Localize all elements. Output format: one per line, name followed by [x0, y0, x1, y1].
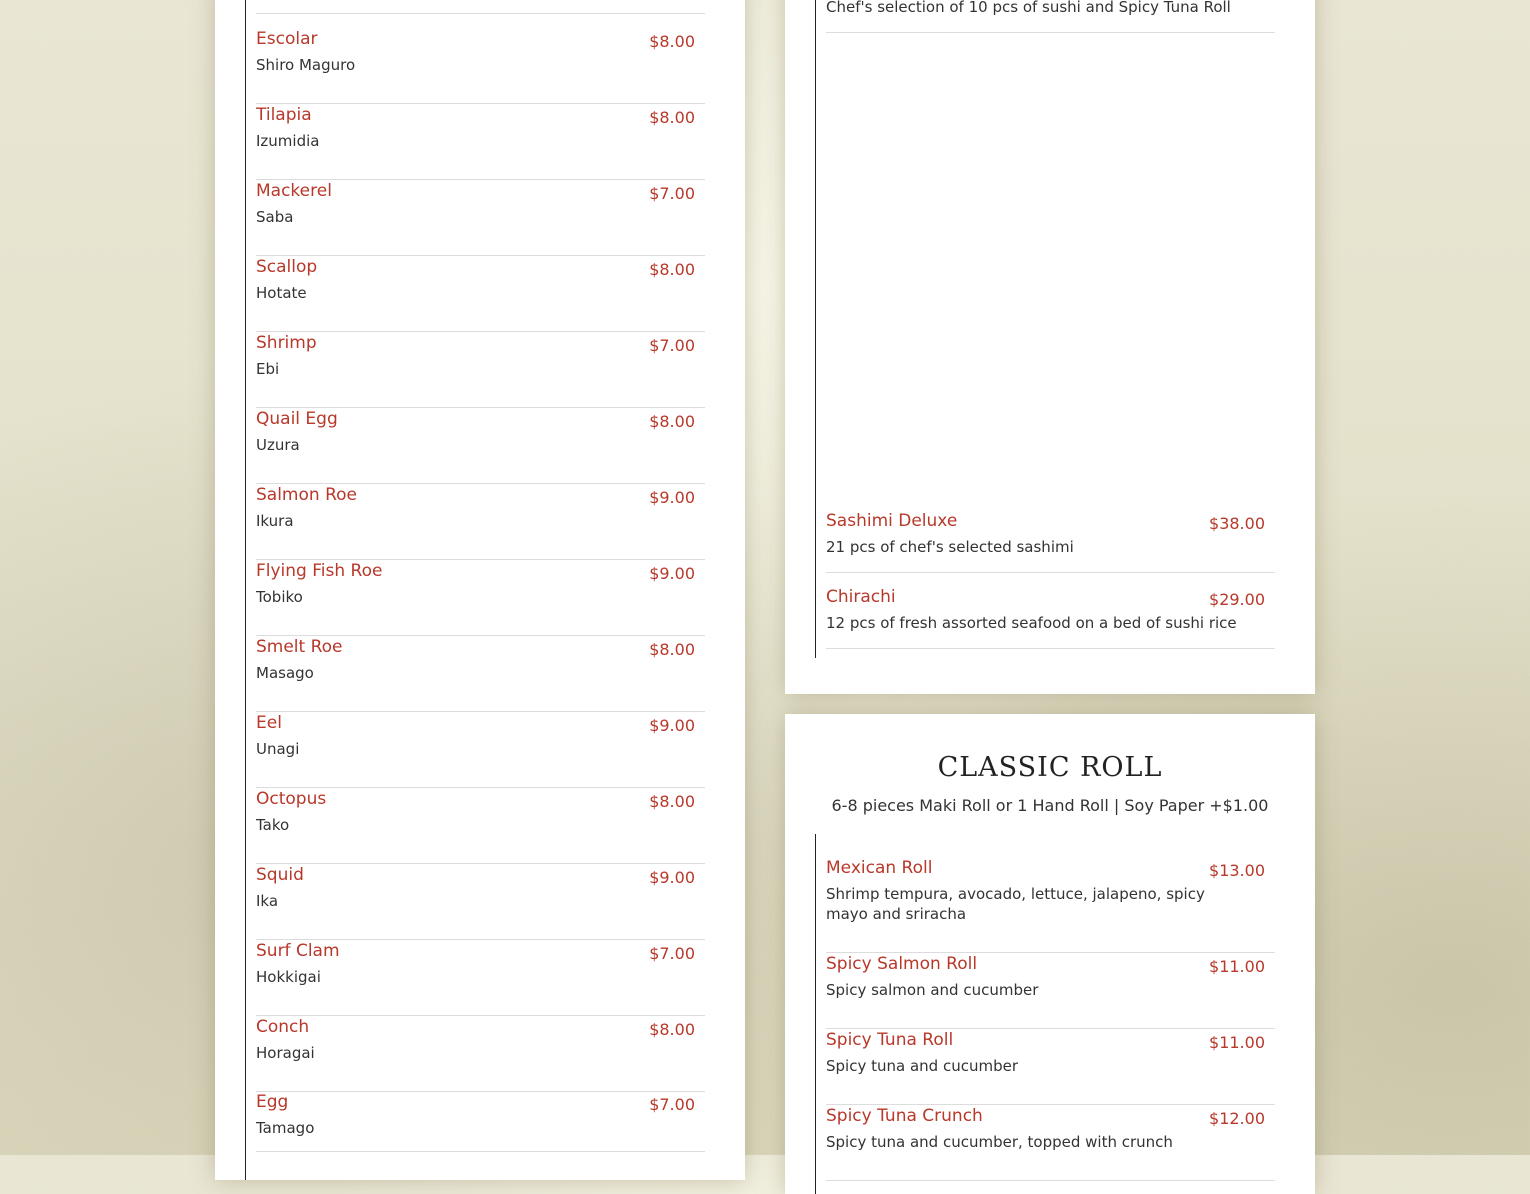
item-name: Sashimi Deluxe	[826, 511, 958, 531]
item-price: $7.00	[649, 944, 695, 963]
item-description: Ika	[256, 892, 279, 910]
item-description: Spicy tuna and cucumber	[826, 1057, 1018, 1075]
item-description: Tako	[256, 816, 290, 834]
item-description: Spicy salmon and cucumber	[826, 981, 1039, 999]
item-name: Eel	[256, 713, 282, 733]
item-price: $8.00	[649, 412, 695, 431]
item-description: Ebi	[256, 360, 280, 378]
item-description: 21 pcs of chef's selected sashimi	[826, 538, 1074, 556]
item-price: $7.00	[649, 336, 695, 355]
item-price: $8.00	[649, 640, 695, 659]
item-description: Hotate	[256, 284, 307, 302]
item-name: Escolar	[256, 29, 318, 49]
item-name: Tilapia	[256, 105, 312, 125]
menu-item	[826, 0, 1275, 33]
item-description: Saba	[256, 208, 294, 226]
item-name: Conch	[256, 1017, 310, 1037]
menu-item	[826, 857, 1275, 953]
combo-menu-panel	[785, 0, 1315, 694]
item-price: $8.00	[649, 792, 695, 811]
item-description: Uzura	[256, 436, 300, 454]
item-price: $9.00	[649, 488, 695, 507]
menu-item	[256, 256, 705, 332]
menu-item	[826, 1105, 1275, 1181]
item-name: Smelt Roe	[256, 637, 343, 657]
menu-item	[256, 1016, 705, 1092]
item-description: Horagai	[256, 1044, 315, 1062]
nigiri-item-list	[245, 0, 706, 1180]
item-name: Octopus	[256, 789, 327, 809]
divider	[256, 13, 705, 14]
item-description: Tamago	[256, 1119, 315, 1137]
item-price: $13.00	[1209, 861, 1265, 880]
item-description: Ikura	[256, 512, 294, 530]
menu-item	[256, 864, 705, 940]
item-price: $9.00	[649, 716, 695, 735]
menu-item	[826, 1029, 1275, 1105]
item-name: Spicy Tuna Crunch	[826, 1106, 983, 1126]
menu-item	[256, 104, 705, 180]
item-description: Unagi	[256, 740, 300, 758]
menu-item	[256, 940, 705, 1016]
item-name: Flying Fish Roe	[256, 561, 383, 581]
menu-item	[256, 408, 705, 484]
item-name: Quail Egg	[256, 409, 338, 429]
item-description: Izumidia	[256, 132, 320, 150]
menu-item	[256, 636, 705, 712]
menu-item	[256, 484, 705, 560]
item-price: $8.00	[649, 108, 695, 127]
classic-roll-panel	[785, 714, 1315, 1194]
menu-item	[256, 332, 705, 408]
item-price: $29.00	[1209, 590, 1265, 609]
item-name: Mexican Roll	[826, 858, 933, 878]
item-price: $7.00	[649, 184, 695, 203]
item-price: $8.00	[649, 260, 695, 279]
item-description: Hokkigai	[256, 968, 321, 986]
item-name: Surf Clam	[256, 941, 340, 961]
item-description: 12 pcs of fresh assorted seafood on a bed of sushi rice	[826, 614, 1237, 632]
item-name: Squid	[256, 865, 304, 885]
item-description: Chef's selection of 10 pcs of sushi and Spicy Tuna Roll	[826, 0, 1231, 16]
item-price: $38.00	[1209, 514, 1265, 533]
menu-item	[826, 953, 1275, 1029]
item-price: $11.00	[1209, 957, 1265, 976]
combo-item-list	[815, 0, 1276, 658]
item-description: Tobiko	[256, 588, 303, 606]
item-description: Shrimp tempura, avocado, lettuce, jalapeno, spicy mayo and sriracha	[826, 885, 1205, 923]
item-price: $7.00	[649, 1095, 695, 1114]
item-name: Salmon Roe	[256, 485, 357, 505]
item-name: Spicy Salmon Roll	[826, 954, 978, 974]
section-title: CLASSIC ROLL	[937, 752, 1163, 783]
item-name: Mackerel	[256, 181, 332, 201]
item-name: Shrimp	[256, 333, 317, 353]
menu-item	[256, 28, 705, 104]
menu-item	[256, 788, 705, 864]
menu-item	[256, 712, 705, 788]
item-price: $11.00	[1209, 1033, 1265, 1052]
item-description: Masago	[256, 664, 314, 682]
menu-item	[256, 1091, 705, 1152]
item-name: Chirachi	[826, 587, 896, 607]
item-price: $12.00	[1209, 1109, 1265, 1128]
menu-item	[256, 180, 705, 256]
item-description: Shiro Maguro	[256, 56, 356, 74]
menu-item	[826, 586, 1275, 649]
item-price: $8.00	[649, 1020, 695, 1039]
item-price: $8.00	[649, 32, 695, 51]
nigiri-menu-panel	[215, 0, 745, 1180]
menu-item	[826, 510, 1275, 573]
item-price: $9.00	[649, 564, 695, 583]
menu-item	[256, 560, 705, 636]
section-subtitle: 6-8 pieces Maki Roll or 1 Hand Roll | Soy Paper +$1.00	[831, 796, 1269, 815]
item-name: Scallop	[256, 257, 318, 277]
item-price: $9.00	[649, 868, 695, 887]
item-name: Egg	[256, 1092, 289, 1112]
classic-roll-item-list	[815, 834, 1276, 1194]
item-name: Spicy Tuna Roll	[826, 1030, 954, 1050]
item-description: Spicy tuna and cucumber, topped with crunch	[826, 1133, 1173, 1151]
